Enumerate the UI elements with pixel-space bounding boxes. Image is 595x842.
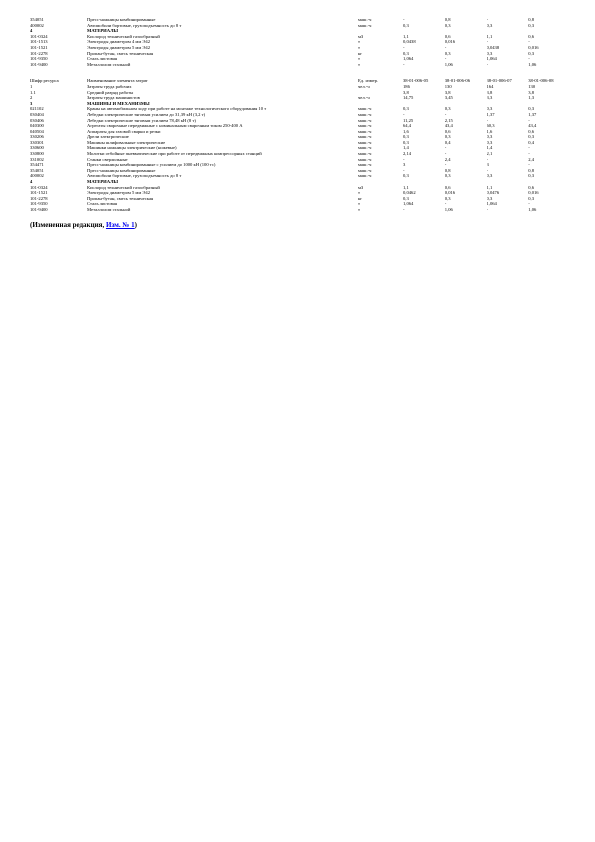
resource-name: Затраты труда рабочих: [87, 83, 132, 89]
value-col-3: 1,6: [486, 128, 493, 134]
resource-code: 330600: [30, 145, 44, 151]
value-col-2: -: [444, 56, 447, 62]
value-col-3: 60,3: [486, 123, 495, 129]
value-col-2: -: [444, 44, 447, 50]
value-col-1: 2,14: [403, 151, 412, 157]
resource-code: 4: [30, 28, 33, 34]
value-col-4: 3,8: [528, 89, 534, 95]
resource-name: Пресс-ножницы комбинированные: [87, 167, 156, 173]
resource-unit: т: [358, 61, 361, 67]
value-col-1: 38-01-006-05: [403, 78, 429, 84]
resource-unit: т: [358, 56, 361, 62]
resource-code: 330206: [30, 134, 44, 140]
resource-unit: чел.-ч: [358, 95, 370, 101]
resource-code: 330301: [30, 139, 44, 145]
resource-code: 400002: [30, 22, 44, 28]
resource-unit: маш.-ч: [358, 111, 372, 117]
value-col-2: 3,8: [444, 89, 451, 95]
value-col-4: 0,4: [528, 139, 534, 145]
value-col-2: 0,8: [444, 17, 451, 22]
value-col-3: 164: [486, 83, 494, 89]
resource-unit: маш.-ч: [358, 134, 372, 140]
resource-unit: м3: [358, 33, 364, 39]
resource-code: 330800: [30, 151, 44, 157]
value-col-1: -: [403, 207, 405, 212]
value-col-2: 2,4: [444, 156, 451, 162]
value-col-1: 0,3: [403, 139, 409, 145]
table-spacer: [30, 67, 570, 78]
value-col-1: 0,3: [403, 173, 409, 179]
resource-unit: т: [358, 207, 361, 212]
value-col-1: 3,8: [403, 89, 409, 95]
value-col-2: 3,45: [444, 95, 453, 101]
resource-name: Машины шлифовальные электрические: [87, 139, 166, 145]
value-col-1: 0,3: [403, 22, 409, 28]
value-col-2: 2,15: [444, 117, 453, 123]
resource-name: Сталь листовая: [87, 56, 117, 62]
resource-code: 354051: [30, 17, 44, 22]
resource-unit: маш.-ч: [358, 167, 372, 173]
resource-name: Кислород технический газообразный: [87, 184, 160, 190]
value-col-4: 0,3: [528, 22, 534, 28]
resource-code: 1: [30, 83, 33, 89]
value-col-1: 0,3: [403, 106, 409, 112]
resource-name: Пресс-ножницы комбинированные с усилием до 1000 кН (100 тс): [87, 162, 216, 168]
value-col-1: 0,3: [403, 195, 409, 201]
value-col-3: 1,064: [486, 201, 497, 207]
resource-code: 101-1521: [30, 44, 48, 50]
resource-name: Аппараты для газовой сварки и резки: [87, 128, 161, 134]
resource-unit: чел.-ч: [358, 83, 370, 89]
value-col-4: 0,3: [528, 173, 534, 179]
value-col-4: 0,3: [528, 134, 534, 140]
resource-name: МАШИНЫ И МЕХАНИЗМЫ: [87, 100, 150, 106]
resource-unit: кг: [358, 195, 363, 201]
value-col-4: 0,6: [528, 184, 534, 190]
value-col-4: 0,3: [528, 50, 534, 56]
value-col-1: 64,4: [403, 123, 412, 129]
resource-code: 3: [30, 100, 33, 106]
resource-name: Электроды диаметром 5 мм Э42: [87, 190, 151, 196]
resource-name: Краны на автомобильном ходу при работе на монтаже технологического оборудования 10 т: [87, 106, 267, 112]
resource-code: 101-0324: [30, 33, 48, 39]
value-col-2: 0,8: [444, 167, 451, 173]
resource-unit: маш.-ч: [358, 162, 372, 168]
value-col-3: 0,3: [486, 50, 493, 56]
value-col-2: 0,3: [444, 134, 451, 140]
revision-note: [30, 221, 570, 230]
value-col-1: 1,1: [403, 184, 409, 190]
value-col-2: 1,06: [444, 207, 453, 212]
resource-unit: кг: [358, 50, 363, 56]
value-col-2: -: [444, 111, 447, 117]
value-col-3: 1,37: [486, 111, 495, 117]
value-col-1: -: [403, 44, 405, 50]
value-col-3: 0,3: [486, 106, 493, 112]
value-col-3: 0,3: [486, 195, 493, 201]
resource-name: Сталь листовая: [87, 201, 117, 207]
value-col-1: 0,3: [403, 50, 409, 56]
resource-name: Средний разряд работы: [87, 89, 134, 95]
value-col-4: 0,3: [528, 106, 534, 112]
value-col-2: 1,06: [444, 61, 453, 67]
resource-name: Затраты труда машинистов: [87, 95, 140, 101]
value-col-4: 43,4: [528, 123, 537, 129]
resource-code: 354051: [30, 167, 44, 173]
table-row: [30, 207, 570, 213]
value-col-3: 0,3: [486, 134, 493, 140]
resource-table: [30, 17, 570, 213]
resource-unit: маш.-ч: [358, 173, 372, 179]
resource-unit: т: [358, 201, 361, 207]
value-col-3: -: [486, 156, 489, 162]
value-col-2: 0,3: [444, 195, 451, 201]
resource-code: 040300: [30, 123, 44, 129]
value-col-4: 0,3: [528, 195, 534, 201]
resource-name: Кислород технический газообразный: [87, 33, 160, 39]
value-col-4: 0,016: [528, 190, 539, 196]
value-col-4: 1,3: [528, 95, 534, 101]
value-col-3: -: [486, 17, 489, 22]
value-col-3: 0,3: [486, 139, 493, 145]
resource-name: МАТЕРИАЛЫ: [87, 28, 119, 34]
value-col-2: 38-01-006-06: [444, 78, 471, 84]
value-col-1: -: [403, 17, 405, 22]
revision-link[interactable]: Изм. № 1: [105, 220, 135, 229]
value-col-2: 0,6: [444, 184, 451, 190]
value-col-3: -: [486, 167, 489, 173]
resource-code: 2: [30, 95, 33, 101]
value-col-4: 130: [528, 83, 536, 89]
value-col-3: -: [486, 117, 489, 123]
value-col-2: -: [444, 145, 447, 151]
resource-name: Автомобили бортовые, грузоподъемность до 8 т: [87, 22, 182, 28]
value-col-2: 0,6: [444, 33, 451, 39]
value-col-1: 0,0438: [403, 39, 416, 45]
resource-name: Молотки отбойные пневматические при работе от передвижных компрессорных станций: [87, 151, 262, 157]
value-col-4: 1,06: [528, 61, 537, 67]
value-col-4: -: [528, 117, 530, 123]
value-col-2: 0,3: [444, 106, 451, 112]
resource-code: 021102: [30, 106, 44, 112]
resource-code: 1.1: [30, 89, 36, 95]
resource-code: 101-9400: [30, 61, 48, 67]
value-col-3: 1,4: [486, 145, 493, 151]
resource-table-body: [30, 17, 570, 213]
value-col-4: 2,4: [528, 156, 534, 162]
resource-name: Дрели электрические: [87, 134, 129, 140]
resource-unit: маш.-ч: [358, 128, 372, 134]
value-col-1: 14,75: [403, 95, 414, 101]
value-col-3: 1,1: [486, 33, 493, 39]
resource-unit: маш.-ч: [358, 22, 372, 28]
document-sheet: [30, 17, 570, 230]
resource-name: Станки сверлильные: [87, 156, 128, 162]
value-col-4: 1,06: [528, 207, 537, 212]
value-col-4: 0,6: [528, 33, 534, 39]
value-col-1: -: [403, 111, 405, 117]
value-col-3: 3,8: [486, 89, 493, 95]
resource-name: Электроды диаметром 5 мм Э42: [87, 44, 151, 50]
value-col-4: 0,016: [528, 44, 539, 50]
resource-unit: маш.-ч: [358, 123, 372, 129]
value-col-1: 0,3: [403, 134, 409, 140]
value-col-2: 0,016: [444, 190, 456, 196]
value-col-4: -: [528, 162, 530, 168]
value-col-4: -: [528, 56, 530, 62]
value-col-3: 2,1: [486, 151, 493, 157]
value-col-1: 1,064: [403, 201, 414, 207]
resource-unit: т: [358, 190, 361, 196]
resource-unit: Ед. измер.: [358, 78, 379, 84]
value-col-2: -: [444, 162, 447, 168]
value-col-4: 0,6: [528, 128, 534, 134]
value-col-4: -: [528, 151, 530, 157]
value-col-1: 1,1: [403, 33, 409, 39]
value-col-1: -: [403, 156, 405, 162]
resource-name: Пресс-ножницы комбинированные: [87, 17, 156, 22]
value-col-1: -: [403, 61, 405, 67]
value-col-3: 0,3: [486, 173, 493, 179]
resource-name: Металлолом стальной: [87, 61, 131, 67]
value-col-3: 0,0476: [486, 190, 500, 196]
value-col-1: 1,4: [403, 145, 409, 151]
resource-name: Пропан-бутан, смесь техническая: [87, 50, 154, 56]
resource-unit: маш.-ч: [358, 156, 372, 162]
resource-unit: т: [358, 44, 361, 50]
value-col-1: 186: [403, 83, 410, 89]
resource-unit: маш.-ч: [358, 117, 372, 123]
value-col-3: 0,0438: [486, 44, 500, 50]
resource-code: 400002: [30, 173, 44, 179]
value-col-2: 0,3: [444, 50, 451, 56]
resource-unit: маш.-ч: [358, 145, 372, 151]
resource-name: МАТЕРИАЛЫ: [87, 179, 119, 185]
value-col-2: 0,3: [444, 173, 451, 179]
resource-name: Пропан-бутан, смесь техническая: [87, 195, 154, 201]
value-col-4: -: [528, 145, 530, 151]
value-col-1: 0,0462: [403, 190, 416, 196]
value-col-2: -: [444, 201, 447, 207]
value-col-3: -: [486, 207, 489, 212]
value-col-3: 1,1: [486, 184, 493, 190]
resource-code: 101-9350: [30, 56, 48, 62]
value-col-3: 38-01-006-07: [486, 78, 512, 84]
value-col-1: -: [403, 167, 405, 173]
resource-code: 101-1521: [30, 190, 48, 196]
resource-unit: маш.-ч: [358, 17, 372, 22]
resource-code: 030404: [30, 111, 44, 117]
resource-unit: м3: [358, 184, 364, 190]
value-col-4: 38-01-006-08: [528, 78, 554, 84]
resource-code: 101-9400: [30, 207, 48, 212]
value-col-2: 0,3: [444, 22, 451, 28]
resource-name: Автомобили бортовые, грузоподъемность до 8 т: [87, 173, 182, 179]
resource-name: Лебедки электрические тяговым усилием до 31,39 кН (3,2 т): [87, 111, 206, 117]
resource-unit: маш.-ч: [358, 106, 372, 112]
resource-unit: маш.-ч: [358, 139, 372, 145]
revision-note-open: (Измененная редакция,: [30, 220, 106, 229]
resource-code: 101-2278: [30, 195, 48, 201]
value-col-3: 3: [486, 162, 489, 168]
resource-code: 331002: [30, 156, 44, 162]
value-col-1: 1,064: [403, 56, 414, 62]
value-col-2: 0,016: [444, 39, 456, 45]
value-col-4: 1,37: [528, 111, 537, 117]
resource-name: Металлолом стальной: [87, 207, 131, 212]
value-col-3: -: [486, 39, 489, 45]
resource-code: 101-9350: [30, 201, 48, 207]
resource-name: Электроды диаметром 4 мм Э42: [87, 39, 151, 45]
value-col-3: 1,064: [486, 56, 497, 62]
resource-unit: т: [358, 39, 361, 45]
value-col-1: 3: [403, 162, 406, 168]
value-col-2: 0,6: [444, 128, 451, 134]
value-col-2: -: [444, 151, 447, 157]
value-col-4: -: [528, 201, 530, 207]
value-col-2: 130: [444, 83, 452, 89]
resource-name: Наименование элемента затрат: [87, 78, 148, 84]
value-col-2: 0,4: [444, 139, 451, 145]
resource-code: 040504: [30, 128, 44, 134]
value-col-4: 0,8: [528, 167, 534, 173]
value-col-1: 11,25: [403, 117, 414, 123]
resource-name: Машинки ножницы электрические (ножевые): [87, 145, 177, 151]
resource-code: 101-2278: [30, 50, 48, 56]
value-col-3: 3,3: [486, 95, 493, 101]
resource-code: Шифр ресурса: [30, 78, 59, 84]
value-col-3: 0,3: [486, 22, 493, 28]
value-col-4: -: [528, 39, 530, 45]
resource-code: 354471: [30, 162, 44, 168]
resource-code: 101-1513: [30, 39, 48, 45]
resource-code: 101-0324: [30, 184, 48, 190]
value-col-1: 1,6: [403, 128, 409, 134]
resource-code: 4: [30, 179, 33, 185]
resource-name: Агрегаты сварочные передвижные с номинальным сварочным током 250-400 А: [87, 123, 243, 129]
revision-note-close: ): [134, 220, 138, 229]
resource-code: 030406: [30, 117, 44, 123]
resource-name: Лебедки электрические тяговым усилием 78,48 кН (8 т): [87, 117, 196, 123]
resource-unit: маш.-ч: [358, 151, 372, 157]
value-col-3: -: [486, 61, 489, 67]
value-col-4: 0,8: [528, 17, 534, 22]
value-col-2: 43,4: [444, 123, 453, 129]
